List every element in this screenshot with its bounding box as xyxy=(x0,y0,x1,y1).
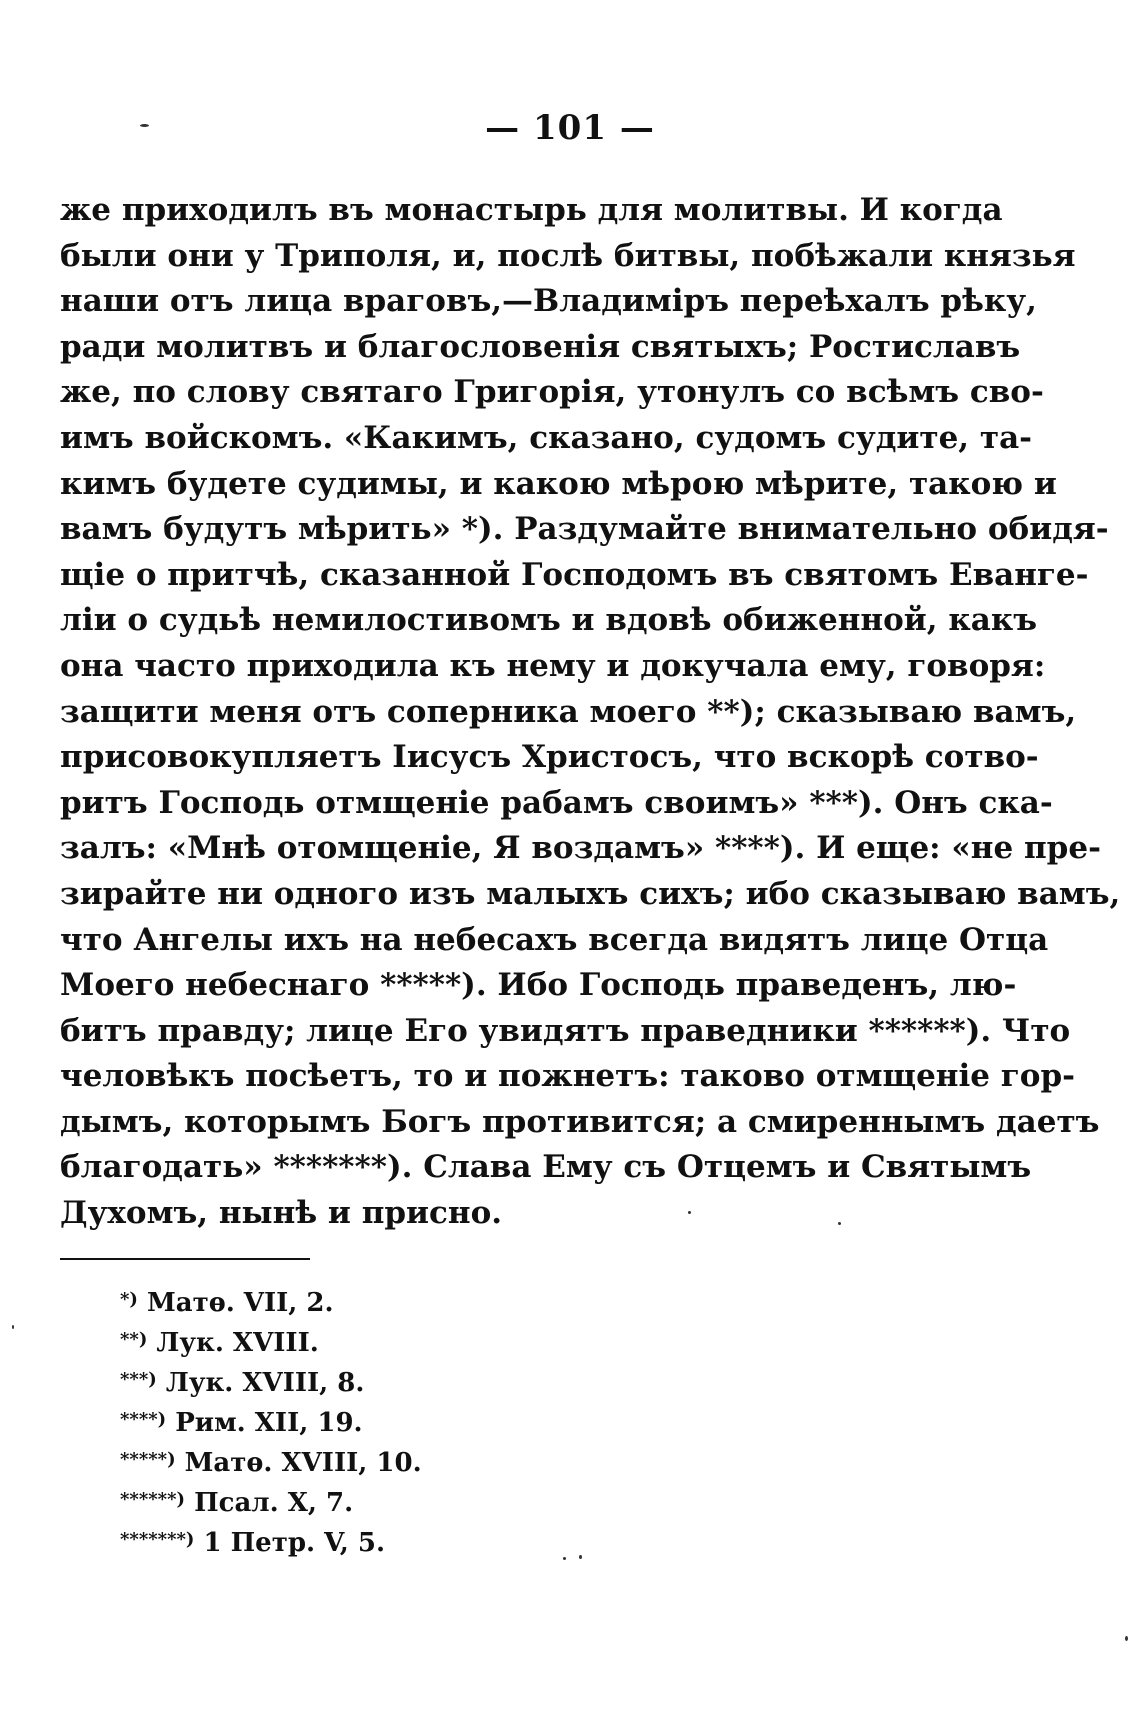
footnote xyxy=(120,1520,422,1560)
footnote-mark: **) xyxy=(120,1329,148,1350)
body-line: Моего небеснаго *****). Ибо Господь праведенъ, лю- xyxy=(60,967,1017,1004)
body-line: же приходилъ въ монастырь для молитвы. И когда xyxy=(60,192,1003,228)
body-line: были они у Триполя, и, послѣ битвы, побѣжали князья xyxy=(60,237,1076,274)
body-line: вамъ будутъ мѣрить» *). Раздумайте внимательно обидя- xyxy=(60,511,1109,548)
footnote-mark: ******) xyxy=(120,1489,185,1510)
body-text xyxy=(60,188,1121,1237)
body-line: присовокупляетъ Іисусъ Христосъ, что вскорѣ сотво- xyxy=(60,739,1039,776)
scan-speck xyxy=(579,1555,582,1559)
footnote-mark: *******) xyxy=(120,1529,195,1550)
footnote xyxy=(120,1440,422,1480)
footnote xyxy=(120,1480,422,1520)
footnote-reference: Матѳ. VII, 2. xyxy=(147,1288,334,1318)
scan-speck xyxy=(688,1211,691,1214)
footnote-divider xyxy=(60,1258,310,1260)
footnote-reference: Псал. X, 7. xyxy=(194,1488,354,1518)
body-line: имъ войскомъ. «Какимъ, сказано, судомъ судите, та- xyxy=(60,419,1033,456)
body-line: щіе о притчѣ, сказанной Господомъ въ святомъ Еванге- xyxy=(60,556,1089,593)
footnote xyxy=(120,1360,422,1400)
footnote-reference: Лук. XVIII. xyxy=(156,1328,319,1358)
footnote-reference: Рим. XII, 19. xyxy=(175,1408,363,1438)
scan-speck xyxy=(12,1325,14,1329)
scan-speck xyxy=(140,124,149,127)
scan-speck xyxy=(1125,1636,1128,1641)
body-line: зирайте ни одного изъ малыхъ сихъ; ибо сказываю вамъ, xyxy=(60,875,1121,912)
scan-speck xyxy=(838,1222,841,1225)
footnote-mark: ***) xyxy=(120,1369,157,1390)
body-line: она часто приходила къ нему и докучала ему, говоря: xyxy=(60,647,1046,684)
body-line: дымъ, которымъ Богъ противится; а смиреннымъ даетъ xyxy=(60,1103,1100,1140)
body-line: битъ правду; лице Его увидятъ праведники ******). Что xyxy=(60,1012,1071,1049)
body-line: Духомъ, нынѣ и присно. xyxy=(60,1195,503,1232)
footnotes xyxy=(120,1280,422,1560)
footnote xyxy=(120,1320,422,1360)
body-line: наши отъ лица враговъ,—Владиміръ переѣхалъ рѣку, xyxy=(60,283,1037,320)
footnote-reference: Матѳ. XVIII, 10. xyxy=(184,1448,422,1478)
footnote xyxy=(120,1400,422,1440)
body-line: же, по слову святаго Григорія, утонулъ со всѣмъ сво- xyxy=(60,374,1044,411)
body-line: ліи о судьѣ немилостивомъ и вдовѣ обиженной, какъ xyxy=(60,602,1037,639)
footnote xyxy=(120,1280,422,1320)
footnote-reference: Лук. XVIII, 8. xyxy=(165,1368,365,1398)
body-line: залъ: «Мнѣ отомщеніе, Я воздамъ» ****). И еще: «не пре- xyxy=(60,830,1101,867)
footnote-mark: ****) xyxy=(120,1409,167,1430)
body-line: кимъ будете судимы, и какою мѣрою мѣрите, такою и xyxy=(60,465,1057,502)
body-line: что Ангелы ихъ на небесахъ всегда видятъ лице Отца xyxy=(60,921,1049,958)
footnote-mark: *) xyxy=(120,1289,138,1310)
footnote-reference: 1 Петр. V, 5. xyxy=(203,1528,385,1558)
footnote-mark: *****) xyxy=(120,1449,176,1470)
body-line: человѣкъ посѣетъ, то и пожнетъ: таково отмщеніе гор- xyxy=(60,1058,1075,1095)
body-line: ритъ Господь отмщеніе рабамъ своимъ» ***). Онъ ска- xyxy=(60,784,1053,821)
body-line: ради молитвъ и благословенія святыхъ; Ростиславъ xyxy=(60,328,1021,365)
page-number: — 101 — xyxy=(485,108,655,148)
body-line: благодать» *******). Слава Ему съ Отцемъ и Святымъ xyxy=(60,1149,1032,1186)
body-line: защити меня отъ соперника моего **); сказываю вамъ, xyxy=(60,693,1077,730)
scan-speck xyxy=(563,1557,566,1560)
